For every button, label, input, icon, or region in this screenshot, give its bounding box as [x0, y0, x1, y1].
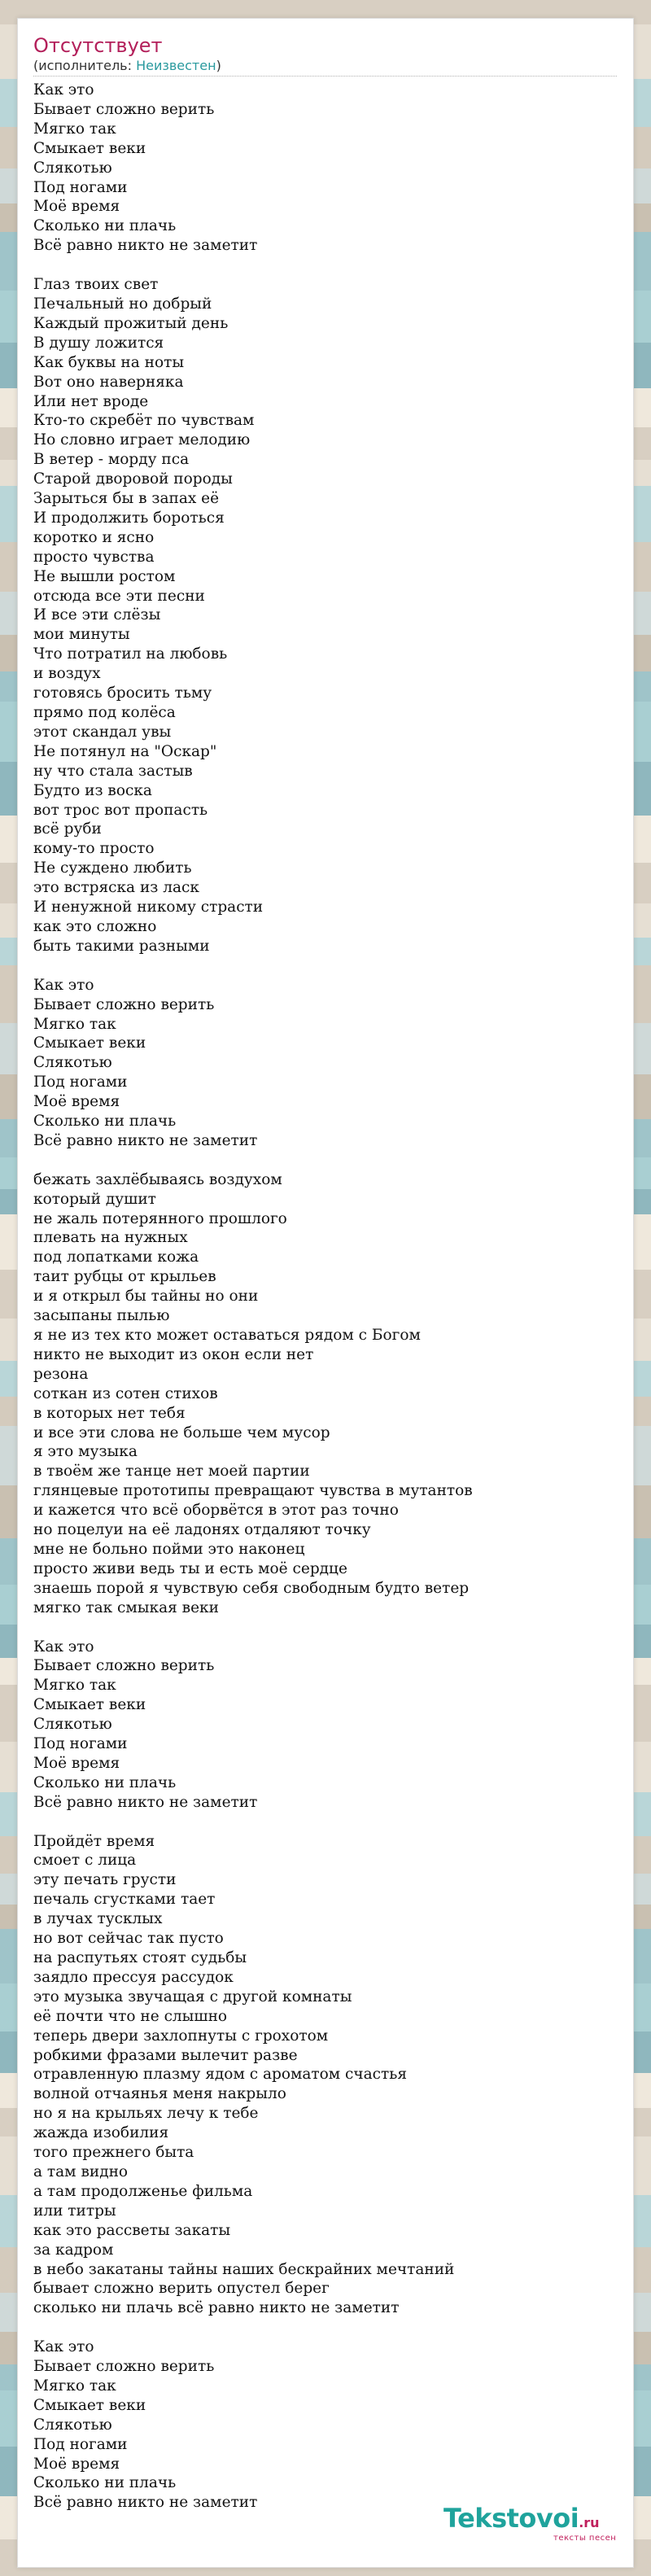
lyrics-text: Как это Бывает сложно верить Мягко так Смыкает веки Слякотью Под ногами Моё время Сколько ни плачь Всё равно никто не заметит Глаз твоих свет Печальный но добрый Каждый прожитый день В душу ложится Как буквы на ноты Вот оно наверняка Или нет вроде Кто-то скребёт по чувствам Но словно играет мелодию В ветер - морду пса Старой дворовой породы Зарыться бы в запах её И продолжить бороться коротко и ясно просто чувства Не вышли ростом отсюда все эти песни И все эти слёзы мои минуты Что потратил на любовь и воздух готовясь бросить тьму прямо под колёса этот скандал увы Не потянул на "Оскар" ну что стала застыв Будто из воска вот трос вот пропасть всё руби кому-то просто Не суждено любить это встряска из ласк И ненужной никому страсти как это сложно быть такими разными Как это Бывает сложно верить Мягко так Смыкает веки Слякотью Под ногами Моё время Сколько ни плачь Всё равно никто не заметит бежать захлёбываясь воздухом который душит не жаль потерянного прошлого плевать на нужных под лопатками кожа таит рубцы от крыльев и я открыл бы тайны но они засыпаны пылью я не из тех кто может оставаться рядом с Богом никто не выходит из окон если нет резона соткан из сотен стихов в которых нет тебя и все эти слова не больше чем мусор я это музыка в твоём же танце нет моей партии глянцевые прототипы превращают чувства в мутантов и кажется что всё оборвётся в этот раз точно но поцелуи на её ладонях отдаляют точку мне не больно пойми это наконец просто живи ведь ты и есть моё сердце знаешь порой я чувствую себя свободным будто ветер мягко так смыкая веки Как это Бывает сложно верить Мягко так Смыкает веки Слякотью Под ногами Моё время Сколько ни плачь Всё равно никто не заметит Пройдёт время смоет с лица эту печать грусти печаль сгустками тает в лучах тусклых но вот сейчас так пусто на распутьях стоят судьбы заядло прессуя рассудок это музыка звучащая с другой комнаты её почти что не слышно теперь двери захлопнуты с грохотом робкими фразами вылечит разве отравленную плазму ядом с ароматом счастья волной отчаянья меня накрыло но я на крыльях лечу к тебе жажда изобилия того прежнего быта а там видно а там продолженье фильма или титры как это рассветы закаты за кадром в небо закатаны тайны наших бескрайних мечтаний бывает сложно верить опустел берег сколько ни плачь всё равно никто не заметит Как это Бывает сложно верить Мягко так Смыкает веки Слякотью Под ногами Моё время Сколько ни плачь Всё равно никто не заметит [33, 81, 473, 2512]
site-logo[interactable] [443, 2503, 618, 2543]
song-header [33, 33, 617, 77]
performer-link[interactable]: Неизвестен [136, 58, 216, 73]
performer-prefix: (исполнитель: [33, 58, 137, 73]
song-title: Отсутствует [33, 34, 163, 57]
logo-tagline: тексты песен [553, 2534, 617, 2543]
logo-name: Tekstovoi [443, 2503, 579, 2534]
performer-line [33, 58, 617, 77]
performer-suffix: ) [216, 58, 221, 73]
logo-tld: .ru [579, 2515, 600, 2530]
lyrics-card [17, 18, 634, 2568]
